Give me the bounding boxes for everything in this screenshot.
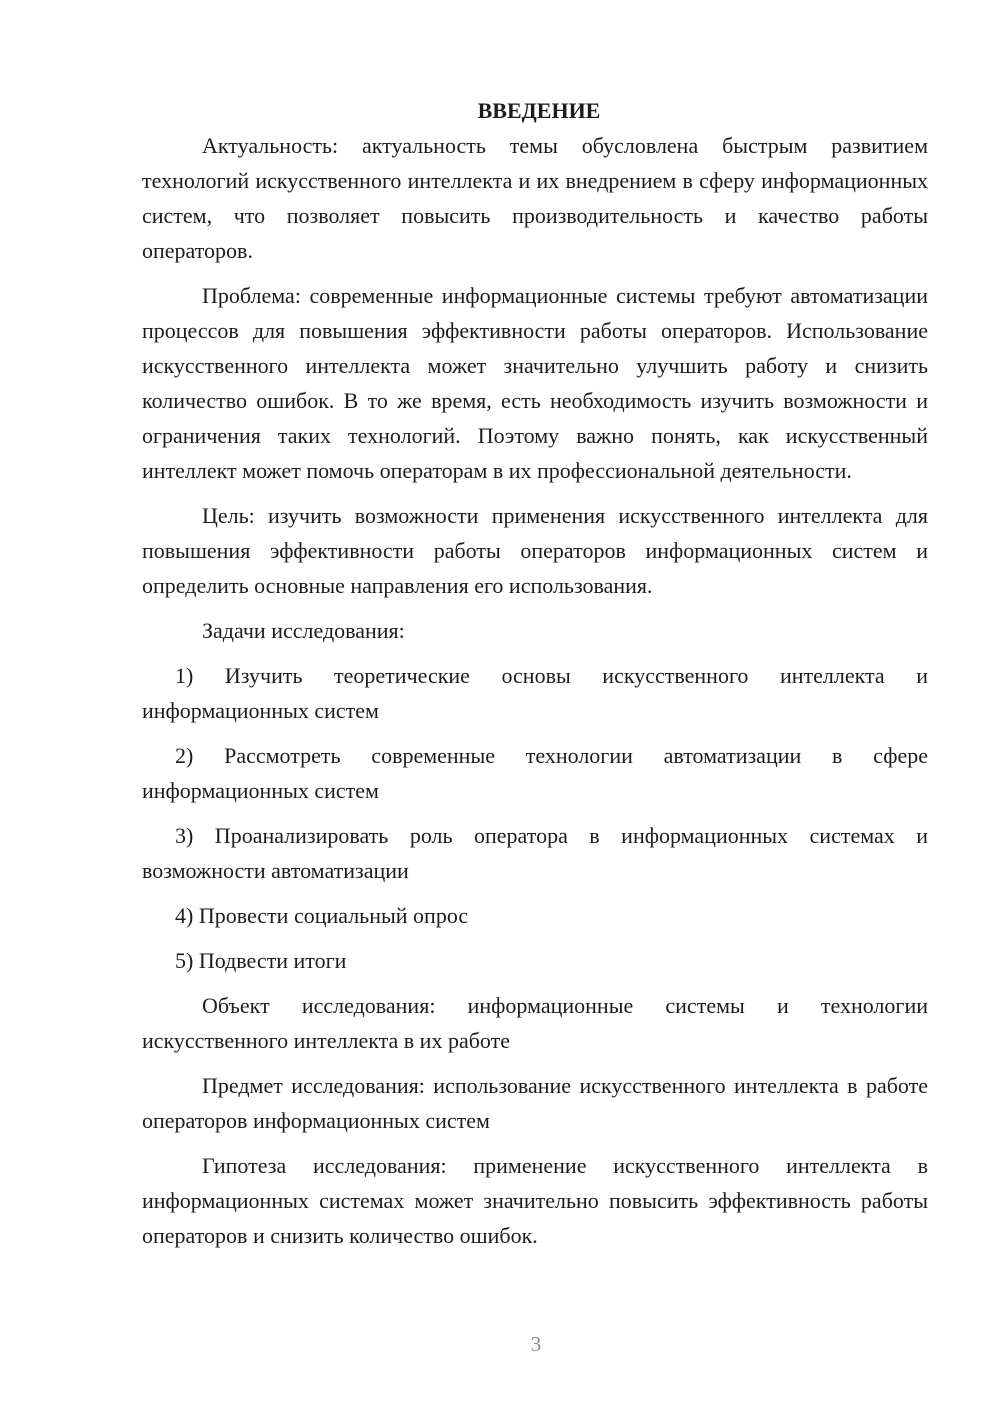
paragraph-goal: Цель: изучить возможности применения искусственного интеллекта для повышения эффективности работы операторов информационных систем и определить основные направления его использования. (142, 503, 928, 598)
task-item-2: 2) Рассмотреть современные технологии автоматизации в сфере информационных систем (142, 743, 928, 803)
page-number: 3 (530, 1332, 542, 1356)
paragraph-relevance: Актуальность: актуальность темы обусловлена быстрым развитием технологий искусственного интеллекта и их внедрением в сферу информационных систем, что позволяет повысить производительность и качество работы операторов. (142, 133, 928, 263)
paragraph-problem: Проблема: современные информационные системы требуют автоматизации процессов для повышения эффективности работы операторов. Использование искусственного интеллекта может значительно улучшить работу и снизить количество ошибок. В то же время, есть необходимость изучить возможности и ограничения таких технологий. Поэтому важно понять, как искусственный интеллект может помочь операторам в их профессиональной деятельности. (142, 283, 928, 483)
paragraph-subject: Предмет исследования: использование искусственного интеллекта в работе операторов информационных систем (142, 1073, 928, 1133)
document-body (142, 93, 928, 1263)
paragraph-hypothesis: Гипотеза исследования: применение искусственного интеллекта в информационных системах может значительно повысить эффективность работы операторов и снизить количество ошибок. (142, 1153, 928, 1248)
task-item-1: 1) Изучить теоретические основы искусственного интеллекта и информационных систем (142, 663, 928, 723)
tasks-heading: Задачи исследования: (202, 618, 405, 643)
task-item-3: 3) Проанализировать роль оператора в информационных системах и возможности автоматизации (142, 823, 928, 883)
task-item-4: 4) Провести социальный опрос (175, 903, 469, 928)
section-title: ВВЕДЕНИЕ (477, 98, 601, 123)
tasks-list (142, 658, 928, 978)
task-item-5: 5) Подвести итоги (175, 948, 347, 973)
paragraph-object: Объект исследования: информационные системы и технологии искусственного интеллекта в их работе (142, 993, 928, 1053)
